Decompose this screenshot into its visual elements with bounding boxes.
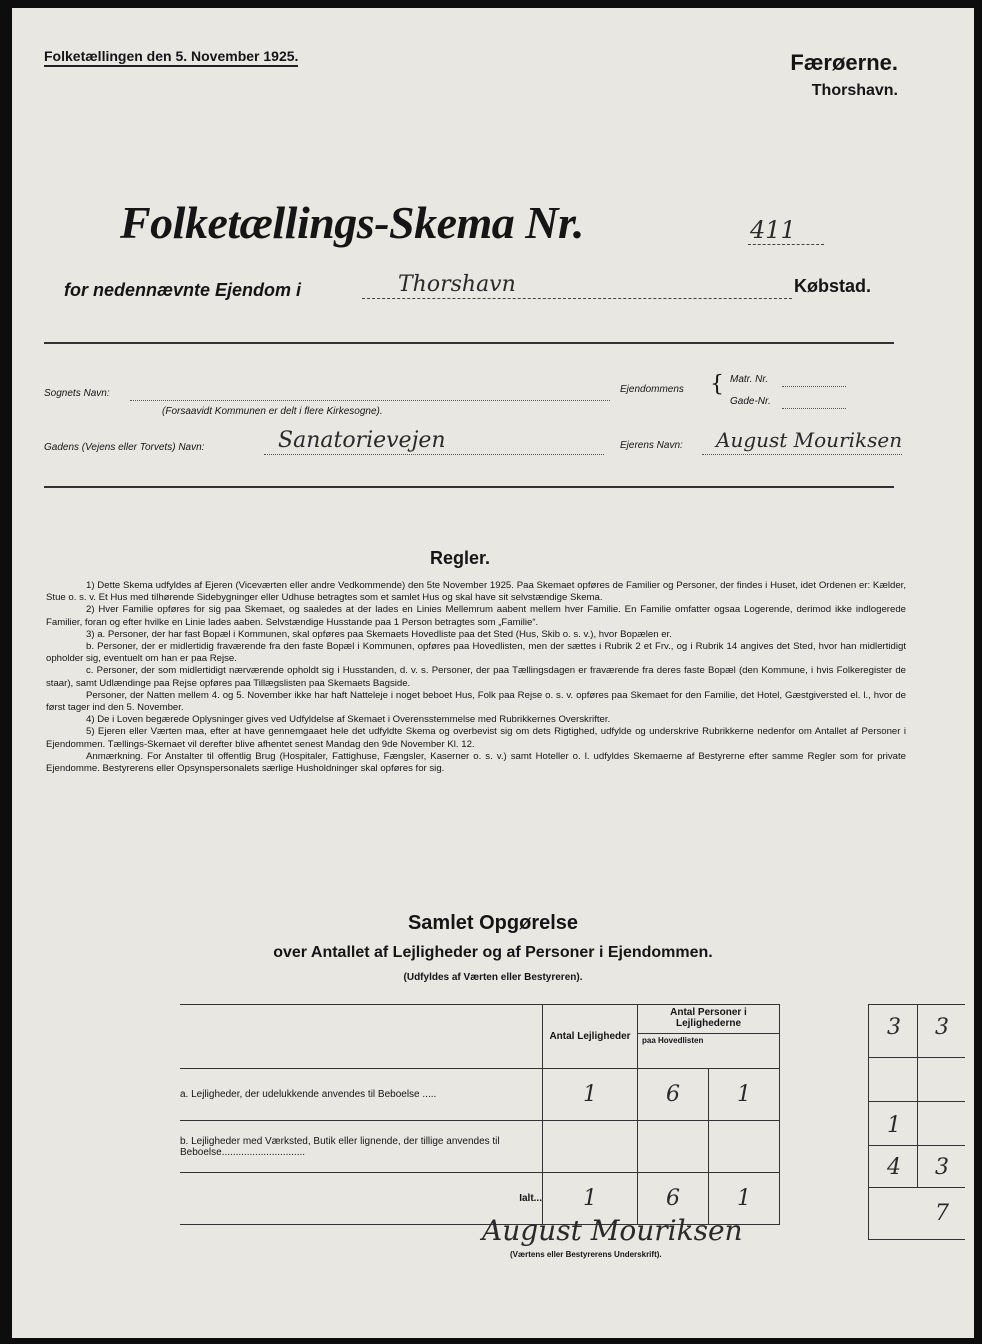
summary-note: (Udfyldes af Værten eller Bestyreren).	[403, 972, 583, 983]
rule-4: 4) De i Loven begærede Oplysninger gives ved Udfyldelse af Skemaet i Overensstemmelse med Rubrikkernes Overskrifter.	[86, 714, 611, 726]
gade-line	[264, 454, 604, 455]
city-label: Thorshavn.	[811, 82, 898, 99]
row-b-pers2	[709, 1121, 780, 1173]
region-label: Færøerne.	[790, 50, 898, 75]
rule-2: 2) Hver Familie opføres for sig paa Skemaet, og saaledes at der lades en Linies Mellemrum aabent mellem hver Familie. En Familie omfatter ogsaa Logerende, derimod ikke indlogerede Familier, foran og efter hvilke en Linie lades aaben. Selvstændige Husstande paa 1 Person betragtes som „Familie“.	[46, 604, 906, 628]
rule-5: 5) Ejeren eller Værten maa, efter at have gennemgaaet hele det udfyldte Skema og overbevist sig om dets Rigtighed, udfylde og underskrive Rubrikkerne nedenfor om Antallet af Personer i Ejendommen. Tællings-Skemaet vil derefter blive afhentet senest Mandag den 9de November Kl. 12.	[46, 726, 906, 750]
summary-table	[180, 1004, 780, 1225]
row-b-pers	[638, 1121, 709, 1173]
ejer-line	[702, 454, 902, 455]
row-b-lejl	[543, 1121, 638, 1173]
table-row	[180, 1069, 780, 1121]
rule-night: Personer, der Natten mellem 4. og 5. November ikke har haft Natteleje i noget beboet Hus, Folk paa Rejse o. s. v. opføres paa Skemaet for den Familie, det Hotel, Gæstgiversted el. l., hvor de først tager ind den 5. November.	[46, 689, 906, 714]
sogn-note: (Forsaavidt Kommunen er delt i flere Kirkesogne).	[162, 406, 383, 417]
tally-r4b: 3	[935, 1155, 949, 1180]
ejer-label: Ejerens Navn:	[620, 440, 683, 451]
gade-value: Sanatorievejen	[278, 428, 446, 453]
matr-line	[782, 386, 846, 387]
row-total-label: Ialt...	[519, 1193, 542, 1204]
tally-r3a: 1	[887, 1113, 901, 1138]
header-blank	[180, 1005, 543, 1069]
tally-r1b: 3	[935, 1015, 949, 1040]
property-town-line	[362, 298, 792, 299]
tally-r1a: 3	[887, 1015, 901, 1040]
row-b-label: b. Lejligheder med Værksted, Butik eller lignende, der tillige anvendes til Beboelse..............................	[180, 1135, 500, 1158]
regler-title: Regler.	[430, 548, 491, 568]
col-personer	[638, 1005, 780, 1069]
property-label: for nedennævnte Ejendom i	[64, 280, 302, 300]
rule-3a: 3) a. Personer, der har fast Bopæl i Kommunen, skal opføres paa Skemaets Hovedliste paa det Sted (Hus, Skib o. s. v.), hvor Bopælen er.	[86, 628, 672, 640]
signature-caption: (Værtens eller Bestyrerens Underskrift).	[510, 1250, 662, 1259]
sogn-label: Sognets Navn:	[44, 388, 110, 399]
rule-note: Anmærkning. For Anstalter til offentlig Brug (Hospitaler, Fattighuse, Fængsler, Kaserner o. s. v.) samt Hoteller o. l. udfyldes Skemaerne af Bestyrerne efter samme Regler som for private Ejendomme. Bestyrerens eller Opsynspersonalets særlige Husholdninger skal opføres for sig.	[46, 750, 906, 775]
property-town: Thorshavn	[398, 272, 516, 297]
table-row	[180, 1121, 780, 1173]
tally-r4a: 4	[887, 1155, 901, 1180]
regler-text	[46, 580, 906, 775]
census-form-page	[12, 8, 974, 1338]
property-suffix: Købstad.	[794, 276, 872, 296]
gade-nr-label: Gade-Nr.	[730, 396, 771, 407]
divider-top	[44, 342, 894, 344]
gade-nr-line	[782, 408, 846, 409]
row-total-pers: 6	[638, 1173, 709, 1225]
row-a-label: a. Lejligheder, der udelukkende anvendes til Beboelse .....	[180, 1089, 437, 1100]
form-number-line	[748, 244, 824, 245]
col-lejligheder: Antal Lejligheder	[543, 1005, 638, 1069]
row-a-pers2: 1	[709, 1069, 780, 1121]
col-personer-label: Antal Personer i Lejlighederne	[670, 1007, 747, 1029]
ejendom-brace-icon: {	[710, 372, 724, 397]
ejer-value: August Mouriksen	[716, 428, 903, 452]
row-total-pers2: 1	[709, 1173, 780, 1225]
summary-subtitle: over Antallet af Lejligheder og af Personer i Ejendommen.	[273, 944, 713, 961]
col-hovedlisten: paa Hovedlisten	[638, 1033, 779, 1047]
rule-3b: b. Personer, der er midlertidig fraværende fra den faste Bopæl i Kommunen, opføres paa Hovedlisten, men der sættes i Rubrik 2 et Frv., og i Rubrik 14 angives det Sted, hvor han midlertidigt opholder sig, eventuelt om han er paa Rejse.	[46, 641, 906, 665]
ejendom-label: Ejendommens	[620, 384, 684, 395]
summary-title: Samlet Opgørelse	[407, 912, 579, 934]
row-a-pers: 6	[638, 1069, 709, 1121]
gade-label: Gadens (Vejens eller Torvets) Navn:	[44, 442, 205, 453]
sogn-line	[130, 400, 610, 401]
form-title: Folketællings-Skema Nr.	[120, 197, 584, 248]
rule-1: 1) Dette Skema udfyldes af Ejeren (Viceværten eller andre Vedkommende) den 5te November 1925. Paa Skemaet opføres de Familier og Personer, der findes i Huset, idet Ordenen er: Kælder, Stue o. s. v. Et Hus med tilhørende Sidebygninger eller Udhuse betragtes som et samlet Hus og skal have sit selvstændige Skema.	[46, 580, 906, 604]
matr-label: Matr. Nr.	[730, 374, 769, 385]
form-number: 411	[750, 216, 796, 244]
row-total-lejl: 1	[543, 1173, 638, 1225]
row-a-lejl: 1	[543, 1069, 638, 1121]
rule-3c: c. Personer, der som midlertidigt nærværende opholdt sig i Husstanden, d. v. s. Personer, der paa Tællingsdagen er fraværende fra deres faste Bopæl (den Kommune, i hvis Folkeregister de staar), samt Udlændinge paa Rejse opføres paa Tillægslisten paa Skemaets Bagside.	[46, 665, 906, 689]
signature: August Mouriksen	[482, 1214, 743, 1247]
census-date-label: Folketællingen den 5. November 1925.	[44, 48, 298, 67]
tally-box	[868, 1004, 965, 1240]
tally-r5b: 7	[935, 1201, 949, 1226]
divider-mid	[44, 486, 894, 488]
